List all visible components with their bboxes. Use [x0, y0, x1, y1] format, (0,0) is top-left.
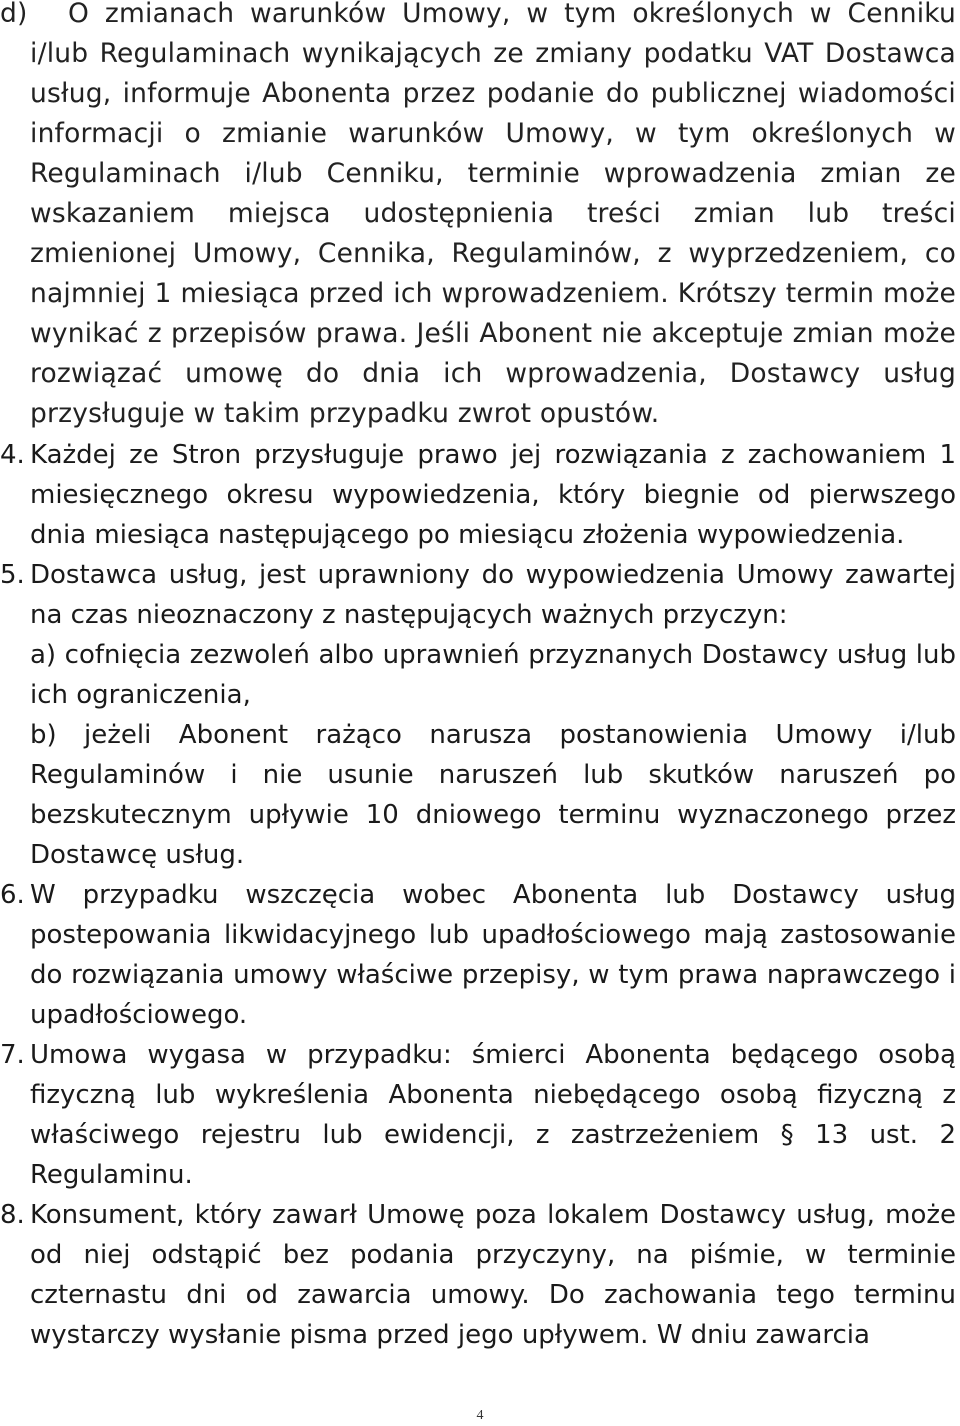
- section-body: [0, 1035, 956, 1195]
- section-number: 8.: [0, 1200, 25, 1230]
- section-subitem-a: a) cofnięcia zezwoleń albo uprawnień przyznanych Dostawcy usług lub ich ograniczenia,: [30, 640, 956, 710]
- section-4: [0, 435, 956, 555]
- section-body: [0, 0, 956, 434]
- section-number: d): [0, 0, 28, 29]
- section-subitem-b: b) jeżeli Abonent rażąco narusza postanowienia Umowy i/lub Regulaminów i nie usunie naruszeń lub skutków naruszeń po bezskutecznym upływie 10 dniowego terminu wyznaczonego przez Dostawcę usług.: [30, 720, 956, 870]
- section-paragraph: O zmianach warunków Umowy, w tym określonych w Cenniku i/lub Regulaminach wynikających ze zmiany podatku VAT Dostawca usług, informuje Abonenta przez podanie do publicznej wiadomości informacji o zmianie warunków Umowy, w tym określonych w Regulaminach i/lub Cenniku, terminie wprowadzenia zmian ze wskazaniem miejsca udostępnienia treści zmian lub treści zmienionej Umowy, Cennika, Regulaminów, z wyprzedzeniem, co najmniej 1 miesiąca przed ich wprowadzeniem. Krótszy termin może wynikać z przepisów prawa. Jeśli Abonent nie akceptuje zmian może rozwiązać umowę do dnia ich wprowadzenia, Dostawcy usług przysługuje w takim przypadku zwrot opustów.: [30, 0, 956, 429]
- section-number: 7.: [0, 1040, 25, 1070]
- section-body: [0, 555, 956, 875]
- section-body: [0, 435, 956, 555]
- section-6: [0, 875, 956, 1035]
- page-number: 4: [476, 1408, 484, 1423]
- section-paragraph: Każdej ze Stron przysługuje prawo jej rozwiązania z zachowaniem 1 miesięcznego okresu wypowiedzenia, który biegnie od pierwszego dnia miesiąca następującego po miesiącu złożenia wypowiedzenia.: [30, 440, 956, 550]
- section-number: 4.: [0, 440, 25, 470]
- section-paragraph: Umowa wygasa w przypadku: śmierci Abonenta będącego osobą fizyczną lub wykreślenia Abonenta niebędącego osobą fizyczną z właściwego rejestru lub ewidencji, z zastrzeżeniem § 13 ust. 2 Regulaminu.: [30, 1040, 956, 1190]
- section-paragraph: W przypadku wszczęcia wobec Abonenta lub Dostawcy usług postepowania likwidacyjnego lub upadłościowego mają zastosowanie do rozwiązania umowy właściwe przepisy, w tym prawa naprawczego i upadłościowego.: [30, 880, 956, 1030]
- section-7: [0, 1035, 956, 1195]
- section-body: [0, 1195, 956, 1355]
- section-8: [0, 1195, 956, 1355]
- section-paragraph: Konsument, który zawarł Umowę poza lokalem Dostawcy usług, może od niej odstąpić bez podania przyczyny, na piśmie, w terminie czternastu dni od zawarcia umowy. Do zachowania tego terminu wystarczy wysłanie pisma przed jego upływem. W dniu zawarcia: [30, 1200, 956, 1350]
- section-number: 6.: [0, 880, 25, 910]
- section-number: 5.: [0, 560, 25, 590]
- section-paragraph: Dostawca usług, jest uprawniony do wypowiedzenia Umowy zawartej na czas nieoznaczony z następujących ważnych przyczyn:: [30, 560, 956, 630]
- section-body: [0, 875, 956, 1035]
- section-d: [0, 0, 956, 434]
- section-5: [0, 555, 956, 875]
